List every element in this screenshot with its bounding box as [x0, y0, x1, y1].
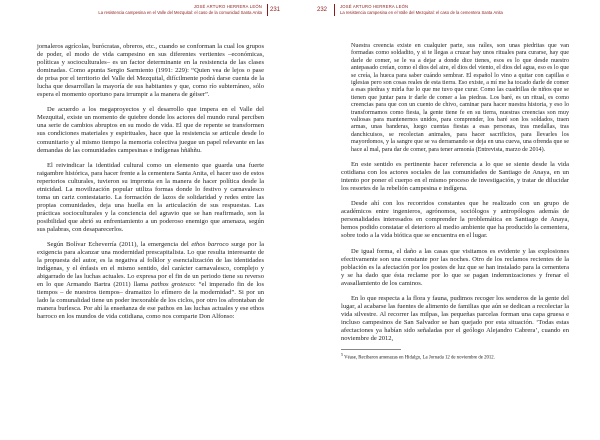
left-header-author: JOSÉ ARTURO HERRERA LEÓN	[193, 4, 262, 9]
left-paragraph-4	[37, 241, 264, 321]
right-header-subtitle: La resistencia campesina en el Valle del Mezquital: el caso de la cementera Santa Anita	[340, 10, 503, 15]
interview-blockquote: Nuestra creencia existe en cualquier parte, sus raíles, son unas piedritas que van formadas como soldadito, y si te llegas a cruzar hay unos rituales para curarse, hay que darle de comer, se le va a dejar a donde dice tienes, esos es lo que desde nuestro antepasado creían, como el dios del aire, el dios del viento, el dios del agua, eso es lo que se creía, la hueca para saber cuándo sembrar. El español lo vino a quitar con capillas e iglesias pero son cosas reales de esta tierra. Eso existe, a mí me ha tocado darle de comer a esas piedras y mirla fue lo que me tuvo que curar. Como las cuadrillas de niños que se tienen que juntar para ir darle de comer a las piedras. Los baré, es un ritual, es como creencias para que con un cuento de chivo, caminar para hacer nuestra historia, y eso lo transformamos como fiesta, la gente tiene fe en su tierra, nuestras creencias son muy valiosas para mantenernos unidos, para comprender, los baré son los soldados, traen armas, unas banderas, luego cuentas fiestas a esas personas, tras medallas, tras danchicuisos, se recolectan animales, para hacer sacrificios, para llevarles los mayordomos, y la sangre que se va derramando se deja en una cueva, una ofrenda que se hace al mal, para dar de comer, para tener armonía (Entrevista, marzo de 2014).	[351, 43, 569, 153]
footnote-mark: 5	[341, 351, 343, 357]
right-header-rule	[334, 4, 335, 16]
right-paragraph-1: En este sentido es pertinente hacer referencia a lo que se siente desde la vida cotidiana con los actores sociales de las comunidades de Santiago de Anaya, en un intento por poner el cuerpo en el mismo proceso de investigación, y tratar de dilucidar los resortes de la rebelión campesina e indígena.	[341, 161, 569, 193]
left-running-header	[98, 4, 262, 15]
left-header-subtitle: La resistencia campesina en el Valle del Mezquital: el caso de la comunidad Santa Anita	[98, 10, 262, 15]
right-running-header	[340, 4, 503, 15]
footnote-text: Véase, Recibaron amenazas en Hidalgo, La Jornada 12 de noviembre de 2012.	[344, 355, 495, 361]
right-page-number: 232	[317, 7, 328, 13]
left-paragraph-3: El reivindicar la identidad cultural como un elemento que guarda una fuerte raigambre histórica, para hacer frente a la cementera Santa Anita, el hacer uso de estos repertorios culturales, tuvieron su impronta en la manera de hacer política desde la etnicidad. La movilización popular utiliza formas donde lo festivo y carnavalesco toma un cariz contestatario. La formación de lazos de solidaridad y redes entre las propias comunidades, deja una huella en la articulación de sus respuestas. Las prácticas socioculturales y la conciencia del agravio que se han reafirmado, son la posibilidad que abrió su enfrentamiento a un poderoso enemigo que amenaza, según sus palabras, con desaparecerlos.	[37, 161, 264, 233]
right-page	[300, 0, 600, 440]
left-body-text	[37, 43, 264, 322]
left-page-number: 231	[269, 7, 280, 13]
right-paragraph-4: En lo que respecta a la flora y fauna, pudimos recoger los senderos de la gente del lugar, al acabarse las fuentes de alimento de familias que aún se dedican a recolectar la vida silvestre. Al recorrer las milpas, las pequeñas parcelas forman una capa gruesa e incluso campesinos de San Salvador se han quejado por esta situación. ‘Todas estas afectaciones ya habían sido señaladas por el geólogo Alejandro Cabrera’, cuando en noviembre de 2012,	[341, 294, 569, 342]
right-body-text	[341, 43, 569, 361]
p4-prefix: Según Bolívar Echeverría (2011), la emergencia del	[47, 241, 192, 249]
left-header-rule	[267, 4, 268, 16]
right-paragraph-3: De igual forma, el daño a las casas que visitamos es evidente y las explosiones efectivamente son una constante por las noches. Otro de los reclamos recientes de la población es la afectación por los postes de luz que se han instalado para la cementera y se ha dado que ésta reclame por lo que se pagan indemnizaciones y frenar el avasallamiento de los caminos.	[341, 247, 569, 287]
left-paragraph-1: jornaleros agrícolas, burócratas, obreros, etc., cuando se conforman la cual los grupos de poder, el modo de vida campesino en sus diferentes vertientes –económicas, políticas y socioculturales– es un factor determinante en la resistencia de las clases dominadas. Como apunta Sergio Sarmiento (1991: 229): “Quien vea de lejos o pase de prisa por el territorio del Valle del Mezquital, difícilmente podrá darse cuenta de la lucha que desarrollan la mayoría de sus habitantes y que, como río subterráneo, sólo espera el momento oportuno para irrumpir a la manera de géiser”.	[37, 43, 264, 99]
p4-emphasis-ethos: ethos barroco	[191, 241, 229, 249]
footnote-divider	[341, 349, 401, 350]
right-paragraph-2: Desde ahí con los recorridos constantes que he realizado con un grupo de académicos entre ingenieros, agrónomos, sociólogos y antropólogos además de personalidades interesados en comprender la problemática en Santiago de Anaya, hemos podido constatar el deterioro al medio ambiente que ha producido la cementera, sobre todo a la vida biótica que se encuentra en el lugar.	[341, 200, 569, 240]
p4-suffix: : “el imperado fin de los tiempos – de nuestros tiempos– dramatizo lo efímero de la modernidad”. Si por un lado la comunalidad tiene un poder inexorable de los ciclos, por otro los afrontaban de manera burlesca. Por ahí la enseñanza de ese pathos en las luchas actuales y ese ethos barroco en los mundos de vida cotidiana, como nos comparte Don Alfonso:	[37, 281, 264, 321]
right-header-author: JOSÉ ARTURO HERRERA LEÓN	[340, 4, 409, 9]
left-paragraph-2: De acuerdo a los megaproyectos y el desarrollo que impera en el Valle del Mezquital, existe un momento de quiebre donde los actores del mundo rural perciben una serie de cambios abruptos en su modo de vida. El que de repente se transformen sus condiciones materiales y espirituales, hace que la resistencia se articule desde lo comunitario y al mismo tiempo la memoria colectiva juegue un papel relevante en las demandas de las comunidades campesinas e indígenas hñähñu.	[37, 106, 264, 154]
p4-emphasis-pathos: pathos grotesco	[151, 281, 194, 289]
p4-middle: surge por la exigencia para alcanzar una modernidad prescapitalista. Lo que resulta interesante de la propuesta del autor, es la negativa al folklor y esencialización de las identidades indígenas, y el énfasis en el mismo sentido, del carácter carnavalesco, complejo y abigarrado de las luchas actuales. Lo expresa por el fin de un periodo tiene su reverso en lo que Armando Bartra (2011) llama	[37, 241, 264, 289]
footnote	[341, 352, 569, 362]
